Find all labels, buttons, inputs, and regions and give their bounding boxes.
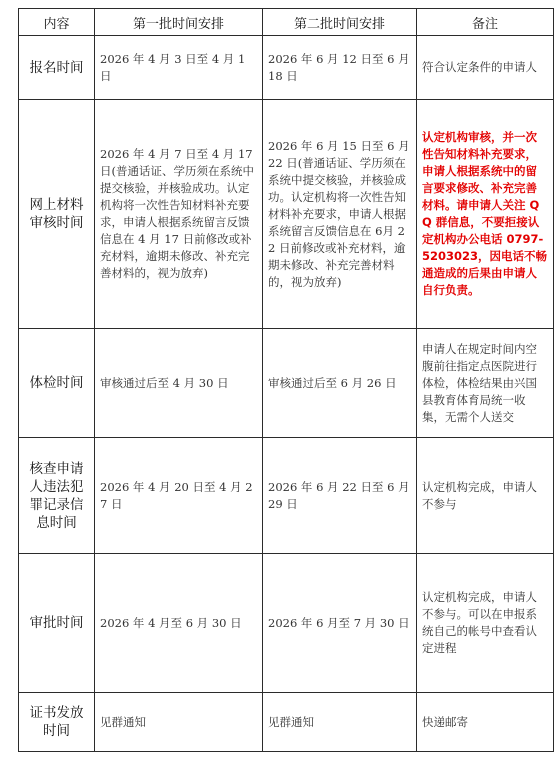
second-batch-registration: 2026 年 6 月 12 日至 6 月 18 日 [263,36,417,100]
row-label-registration: 报名时间 [19,36,95,100]
header-second-batch: 第二批时间安排 [263,9,417,36]
note-medical-exam: 申请人在规定时间内空腹前往指定点医院进行体检，体检结果由兴国县教育体育局统一收集，无需个人送交 [417,329,554,438]
row-label-criminal-record-check: 核查申请人违法犯罪记录信息时间 [19,438,95,554]
first-batch-medical-exam: 审核通过后至 4 月 30 日 [95,329,263,438]
header-first-batch: 第一批时间安排 [95,9,263,36]
note-online-review: 认定机构审核，并一次性告知材料补充要求，申请人根据系统中的留言要求修改、补充完善材料。请申请人关注 QQ 群信息，不要拒接认定机构办公电话 0797-5203023，因电话不畅通造成的后果由申请人自行负责。 [417,100,554,329]
table-header-row [19,9,554,36]
table-row [19,693,554,752]
table-row [19,100,554,329]
cut-off-caption-line [0,0,557,6]
table-row [19,329,554,438]
first-batch-certificate-issuance: 见群通知 [95,693,263,752]
second-batch-online-review: 2026 年 6 月 15 日至 6 月 22 日(普通话证、学历须在系统中提交核验，并核验成功。认定机构将一次性告知材料补充要求，申请人根据系统留言反馈信息在 6月 22 日前修改或补充材料，逾期未修改、补充完善材料的，视为放弃) [263,100,417,329]
note-registration: 符合认定条件的申请人 [417,36,554,100]
table-row [19,554,554,693]
second-batch-medical-exam: 审核通过后至 6 月 26 日 [263,329,417,438]
note-criminal-record-check: 认定机构完成，申请人不参与 [417,438,554,554]
note-certificate-issuance: 快递邮寄 [417,693,554,752]
first-batch-registration: 2026 年 4 月 3 日至 4 月 1 日 [95,36,263,100]
row-label-certificate-issuance: 证书发放时间 [19,693,95,752]
first-batch-online-review: 2026 年 4 月 7 日至 4 月 17 日(普通话证、学历须在系统中提交核验，并核验成功。认定机构将一次性告知材料补充要求，申请人根据系统留言反馈信息在 4 月 17 日前修改或补充材料，逾期未修改、补充完善材料的，视为放弃) [95,100,263,329]
row-label-approval: 审批时间 [19,554,95,693]
second-batch-certificate-issuance: 见群通知 [263,693,417,752]
note-approval: 认定机构完成，申请人不参与。可以在申报系统自己的帐号中查看认定进程 [417,554,554,693]
table-row [19,438,554,554]
header-content: 内容 [19,9,95,36]
header-remarks: 备注 [417,9,554,36]
first-batch-approval: 2026 年 4 月至 6 月 30 日 [95,554,263,693]
row-label-online-review: 网上材料审核时间 [19,100,95,329]
second-batch-approval: 2026 年 6 月至 7 月 30 日 [263,554,417,693]
row-label-medical-exam: 体检时间 [19,329,95,438]
schedule-table [18,8,554,752]
table-row [19,36,554,100]
second-batch-criminal-record-check: 2026 年 6 月 22 日至 6 月 29 日 [263,438,417,554]
first-batch-criminal-record-check: 2026 年 4 月 20 日至 4 月 27 日 [95,438,263,554]
